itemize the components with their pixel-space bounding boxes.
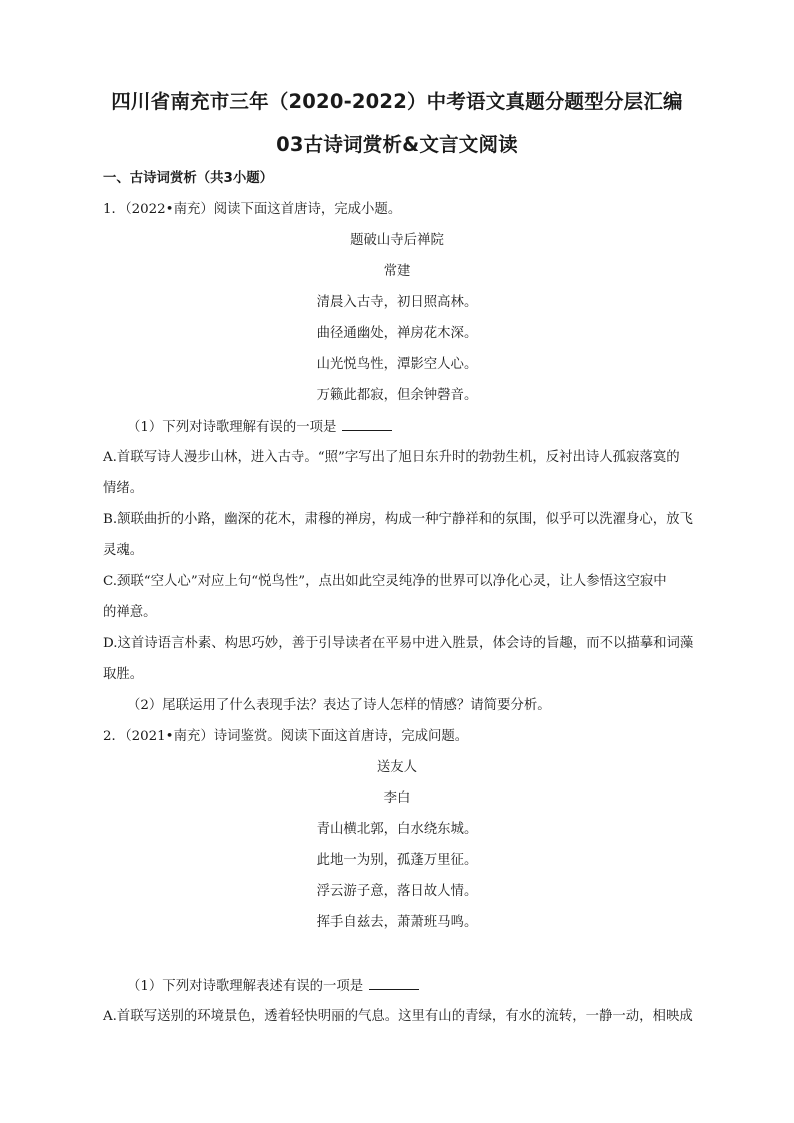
poem-2-line: 此地一为别，孤蓬万里征。: [316, 853, 478, 868]
poem-2-title: 送友人: [376, 760, 418, 775]
q2-option-a-line1: A.首联写送别的环境景色，透着轻快明丽的气息。这里有山的青绿，有水的流转，一静一动，相映成: [103, 1009, 693, 1024]
poem-1-line: 曲径通幽处，禅房花木深。: [316, 326, 478, 341]
question-1-sub1-text: （1）下列对诗歌理解有误的一项是: [127, 420, 337, 435]
poem-1-title: 题破山寺后禅院: [350, 233, 444, 248]
question-1-intro: 1．（2022•南充）阅读下面这首唐诗，完成小题。: [103, 202, 402, 217]
poem-1-line: 万籁此都寂，但余钟磬音。: [316, 388, 478, 403]
option-d-line1: D.这首诗语言朴素、构思巧妙，善于引导读者在平易中进入胜景，体会诗的旨趣，而不以描摹和词藻: [103, 636, 694, 651]
poem-1-line: 山光悦鸟性，潭影空人心。: [316, 357, 478, 372]
question-2-sub1-text: （1）下列对诗歌理解表述有误的一项是: [127, 979, 364, 994]
option-d-line2: 取胜。: [103, 667, 144, 682]
poem-2-author: 李白: [383, 791, 411, 806]
option-a-line1: A.首联写诗人漫步山林，进入古寺。“照”字写出了旭日东升时的勃勃生机，反衬出诗人孤寂落寞的: [103, 450, 680, 465]
option-c-line2: 的禅意。: [103, 605, 157, 620]
answer-blank[interactable]: [342, 418, 392, 431]
option-a-line2: 情绪。: [103, 481, 144, 496]
document-subtitle: 03古诗词赏析&文言文阅读: [276, 133, 518, 156]
option-b-line2: 灵魂。: [103, 543, 144, 558]
question-1-sub1: [127, 418, 747, 437]
answer-blank[interactable]: [369, 977, 419, 990]
option-b-line1: B.颔联曲折的小路，幽深的花木，肃穆的禅房，构成一种宁静祥和的氛围，似乎可以洗濯身心，放飞: [103, 512, 693, 527]
question-2-sub1: [127, 977, 747, 996]
poem-2-line: 挥手自兹去，萧萧班马鸣。: [316, 915, 478, 930]
poem-2-line: 青山横北郭，白水绕东城。: [316, 822, 478, 837]
document-title: 四川省南充市三年（2020-2022）中考语文真题分题型分层汇编: [111, 90, 683, 113]
poem-1-author: 常建: [383, 264, 411, 279]
question-1-sub2: （2）尾联运用了什么表现手法？表达了诗人怎样的情感？请简要分析。: [127, 698, 551, 713]
poem-2-line: 浮云游子意，落日故人情。: [316, 884, 478, 899]
option-c-line1: C.颈联“空人心”对应上句“悦鸟性”，点出如此空灵纯净的世界可以净化心灵，让人参悟这空寂中: [103, 574, 667, 589]
section-heading: 一、古诗词赏析（共3小题）: [103, 171, 274, 186]
question-2-intro: 2．（2021•南充）诗词鉴赏。阅读下面这首唐诗，完成问题。: [103, 729, 469, 744]
poem-1-line: 清晨入古寺，初日照高林。: [316, 295, 478, 310]
